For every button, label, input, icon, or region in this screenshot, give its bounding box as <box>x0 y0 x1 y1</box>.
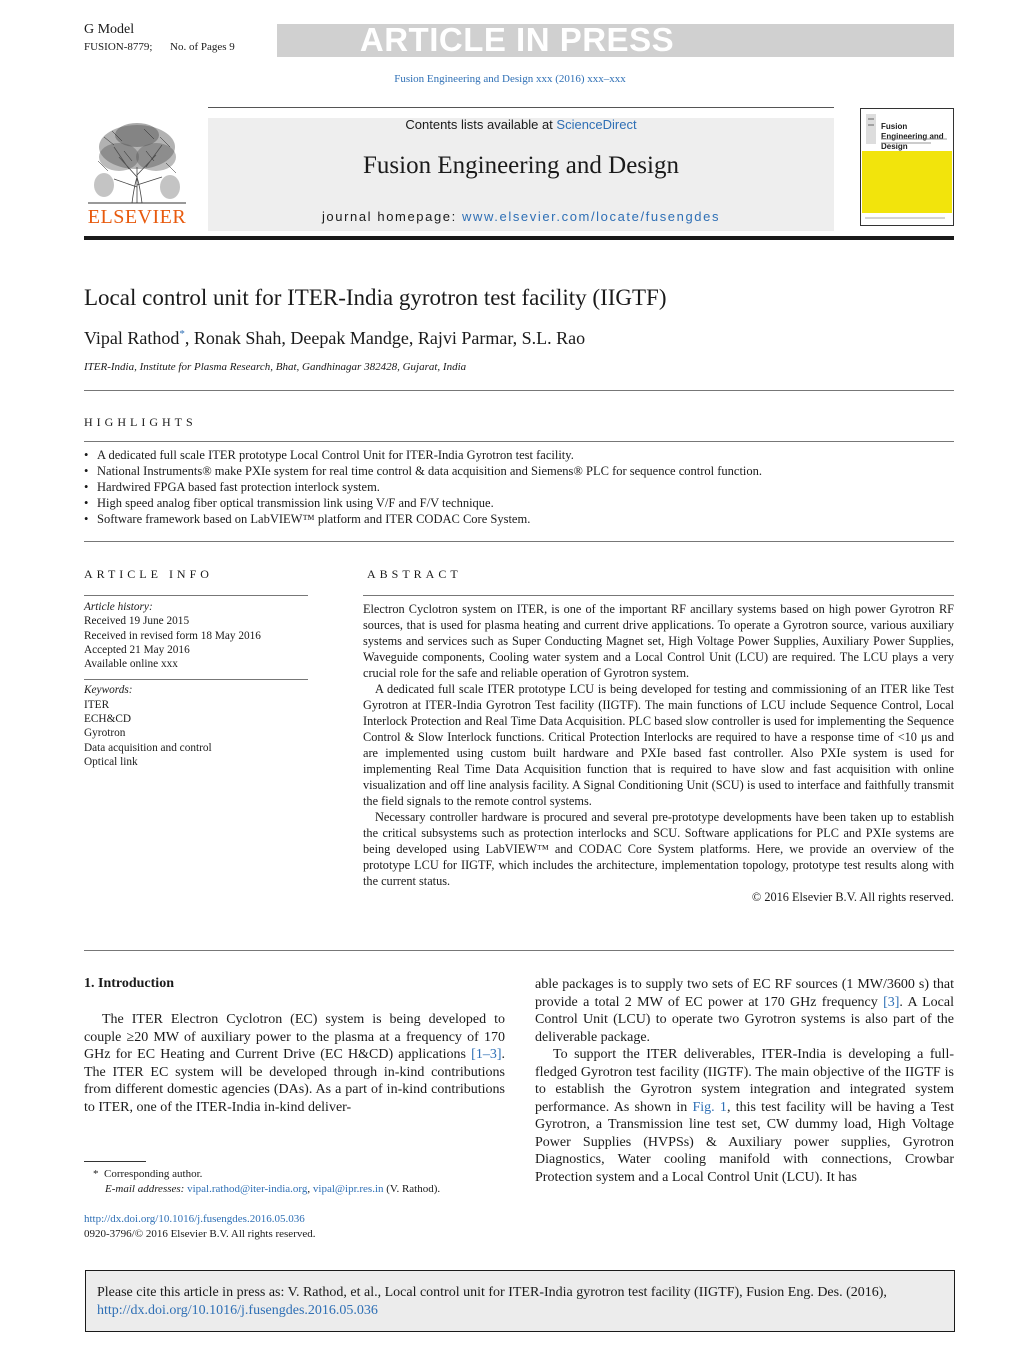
homepage-prefix: journal homepage: <box>321 209 463 224</box>
abstract-body <box>363 601 954 905</box>
introduction-heading: 1. Introduction <box>84 976 174 991</box>
intro-paragraph-left <box>84 1011 505 1116</box>
highlight-item: • High speed analog fiber optical transmission link using V/F and F/V technique. <box>84 495 954 511</box>
intro-text: , this test facility will be having a Test Gyrotron, a Transmission line test set, CW dummy load, High Voltage Power Supplies (HVPSs) & Auxiliary power supplies, Gyrotron Diagnostics, Water cooling manifold with connections, Crowbar Protection system and a Local Control Unit (LCU). It has <box>535 1099 954 1185</box>
rule-after-abstract <box>84 950 954 951</box>
issn-copyright: 0920-3796/© 2016 Elsevier B.V. All rights reserved. <box>84 1228 316 1240</box>
figure-link[interactable]: Fig. 1 <box>692 1099 727 1115</box>
highlight-item: • Software framework based on LabVIEW™ platform and ITER CODAC Core System. <box>84 511 954 527</box>
abstract-copyright: © 2016 Elsevier B.V. All rights reserved. <box>751 890 954 904</box>
cover-text-lines-icon <box>881 137 949 147</box>
corresponding-text: Corresponding author. <box>104 1168 203 1180</box>
footnote <box>84 1167 514 1197</box>
body-column-right <box>535 976 954 1186</box>
corresponding-line <box>84 1167 514 1182</box>
cover-title: Fusion Engineering and Design <box>881 122 944 151</box>
citation-link[interactable]: [1–3] <box>471 1047 502 1062</box>
highlight-item: • National Instruments® make PXIe system for real time control & data acquisition and Siemens® PLC for sequence control function. <box>84 463 954 479</box>
homepage-link[interactable]: www.elsevier.com/locate/fusengdes <box>462 209 721 224</box>
abstract-rule <box>363 595 954 596</box>
highlight-item: • A dedicated full scale ITER prototype Local Control Unit for ITER-India Gyrotron test facility. <box>84 447 954 463</box>
keyword: Data acquisition and control <box>84 741 212 754</box>
manuscript-id: FUSION-8779; <box>84 41 153 53</box>
highlights-rule <box>84 441 954 442</box>
first-author: Vipal Rathod <box>84 328 180 348</box>
masthead-bottom-rule <box>84 236 954 240</box>
history-revised: Received in revised form 18 May 2016 <box>84 629 261 642</box>
keyword: ECH&CD <box>84 713 132 726</box>
article-info-rule <box>84 595 308 596</box>
citation-link[interactable]: [3] <box>883 994 900 1010</box>
cover-footer-lines-icon <box>865 215 949 223</box>
history-accepted: Accepted 21 May 2016 <box>84 643 190 656</box>
citation-doi-link[interactable]: http://dx.doi.org/10.1016/j.fusengdes.2016.05.036 <box>97 1303 378 1318</box>
other-authors: , Ronak Shah, Deepak Mandge, Rajvi Parmar, S.L. Rao <box>184 328 586 348</box>
keyword: Optical link <box>84 755 138 768</box>
highlights-heading: HIGHLIGHTS <box>84 415 197 429</box>
journal-cover-thumbnail[interactable] <box>860 108 954 226</box>
history-online: Available online xxx <box>84 658 178 671</box>
elsevier-wordmark: ELSEVIER <box>87 206 187 228</box>
abstract-paragraph: Electron Cyclotron system on ITER, is one of the important RF ancillary systems based on high power Gyrotron RF sources, that is used for plasma heating and current drive applications. To operate a Gyrotron source, various auxiliary systems and services such as Super Conducting Magnet set, High Voltage Power Supplies, Auxiliary Power Supplies, Waveguide components, Cooling water system and a Local Control Unit (LCU) are required. The LCU plays a very crucial role for the safe and reliable operation of Gyrotron system. <box>363 602 954 680</box>
email-line <box>84 1182 514 1197</box>
footnote-rule <box>84 1161 146 1162</box>
body-column-left <box>84 1011 505 1116</box>
email-link[interactable]: vipal@ipr.res.in <box>312 1183 384 1195</box>
email-suffix: (V. Rathod). <box>383 1183 441 1195</box>
highlights-list <box>84 447 954 527</box>
doi-block <box>84 1212 316 1242</box>
abstract-paragraph: Necessary controller hardware is procured and several pre-prototype developments have been taken up to establish the critical subsystems such as protection interlocks and SCU. Software applications for PLC and PXIe systems are being developed using LabVIEW™ and CODAC Core System platforms. Here, we provide an overview of the prototype LCU for IIGTF, which includes the architecture, implementation topology, prototype test results along with the current status. <box>363 810 954 888</box>
citation-text: Please cite this article in press as: V. Rathod, et al., Local control unit for ITER-India gyrotron test facility (IIGTF), Fusion Eng. Des. (2016), <box>97 1285 887 1300</box>
intro-text: . A Local Control Unit (LCU) to operate two Gyrotron systems is also part of the deliverable package. <box>535 994 954 1045</box>
g-model-label: G Model <box>84 22 135 37</box>
author-list <box>84 328 585 349</box>
article-info-column <box>84 600 308 769</box>
history-label: Article history: <box>84 601 153 613</box>
email-label: E-mail addresses: <box>105 1183 188 1195</box>
intro-paragraph-right <box>535 976 954 1046</box>
doi-link[interactable]: http://dx.doi.org/10.1016/j.fusengdes.2016.05.036 <box>84 1213 305 1225</box>
abstract-heading: ABSTRACT <box>367 567 462 581</box>
keyword: ITER <box>84 698 110 711</box>
contents-line <box>208 117 834 132</box>
highlight-item: • Hardwired FPGA based fast protection interlock system. <box>84 479 954 495</box>
page-count: No. of Pages 9 <box>170 41 235 53</box>
keywords-label: Keywords: <box>84 684 133 697</box>
journal-citation-link[interactable]: Fusion Engineering and Design xxx (2016) xxx–xxx <box>394 73 626 85</box>
intro-text: . The ITER EC system will be developed through in-kind contributions from different domestic agencies (DAs). As a part of in-kind contributions to ITER, one of the ITER-India in-kind deliver- <box>84 1047 505 1115</box>
citation-box <box>85 1270 955 1332</box>
cover-yellow-block <box>862 151 952 213</box>
abstract-paragraph: A dedicated full scale ITER prototype LCU is being developed for testing and commissioning of an ITER like Test Gyrotron at ITER-India Gyrotron Test facility (IIGTF). The main functions of LCU include Sequence Control, Local Interlock Protection and Real Time Data Acquisition. PLC based slow controller is used for implementing the Sequence Control & Slow Interlock functions. Critical Protection Interlocks are required to have a response time of <10 μs and are implemented using custom built hardware and PXIe based fast controller. Also PXIe system is used for implementing Real Time Data Acquisition function that is required to have slow and fast acquisition with online visualization and off line analysis facility. A Signal Conditioning Unit (SCU) is used to interface and faithfully transmit the field signals to the remote control systems. <box>363 682 954 808</box>
keyword: Gyrotron <box>84 727 126 740</box>
rule-after-highlights <box>84 541 954 542</box>
intro-text: The ITER Electron Cyclotron (EC) system is being developed to couple ≥20 MW of auxiliary power to the plasma at a frequency of 170 GHz for EC Heating and Current Drive (EC H&CD) applications <box>84 1012 505 1062</box>
footnote-mark: * <box>93 1168 99 1180</box>
article-info-heading: ARTICLE INFO <box>84 567 213 581</box>
corresponding-author-mark[interactable]: * <box>179 328 185 340</box>
masthead-top-rule <box>208 107 834 108</box>
keywords-rule <box>84 679 308 680</box>
email-separator: , <box>307 1183 313 1195</box>
history-received: Received 19 June 2015 <box>84 615 190 628</box>
affiliation: ITER-India, Institute for Plasma Research, Bhat, Gandhinagar 382428, Gujarat, India <box>84 361 467 373</box>
journal-title: Fusion Engineering and Design <box>363 152 679 179</box>
intro-text: To support the ITER deliverables, ITER-India is developing a full-fledged Gyrotron test facility (IIGTF). The main objective of the IIGTF is to establish the Gyrotron system integration and integrated system performance. As shown in <box>535 1047 954 1115</box>
email-link[interactable]: vipal.rathod@iter-india.org <box>187 1183 308 1195</box>
homepage-line <box>208 209 834 224</box>
cover-spine-mark-icon <box>865 113 877 145</box>
sciencedirect-link[interactable]: ScienceDirect <box>556 117 637 132</box>
intro-text: able packages is to supply two sets of EC RF sources (1 MW/3600 s) that provide a total 2 MW of EC power at 170 GHz frequency <box>535 977 954 1010</box>
rule-after-affiliation <box>84 390 954 391</box>
contents-prefix: Contents lists available at <box>405 117 557 132</box>
article-title: Local control unit for ITER-India gyrotron test facility (IIGTF) <box>84 285 667 310</box>
article-in-press-text: ARTICLE IN PRESS <box>359 21 675 58</box>
intro-paragraph-right <box>535 1046 954 1186</box>
